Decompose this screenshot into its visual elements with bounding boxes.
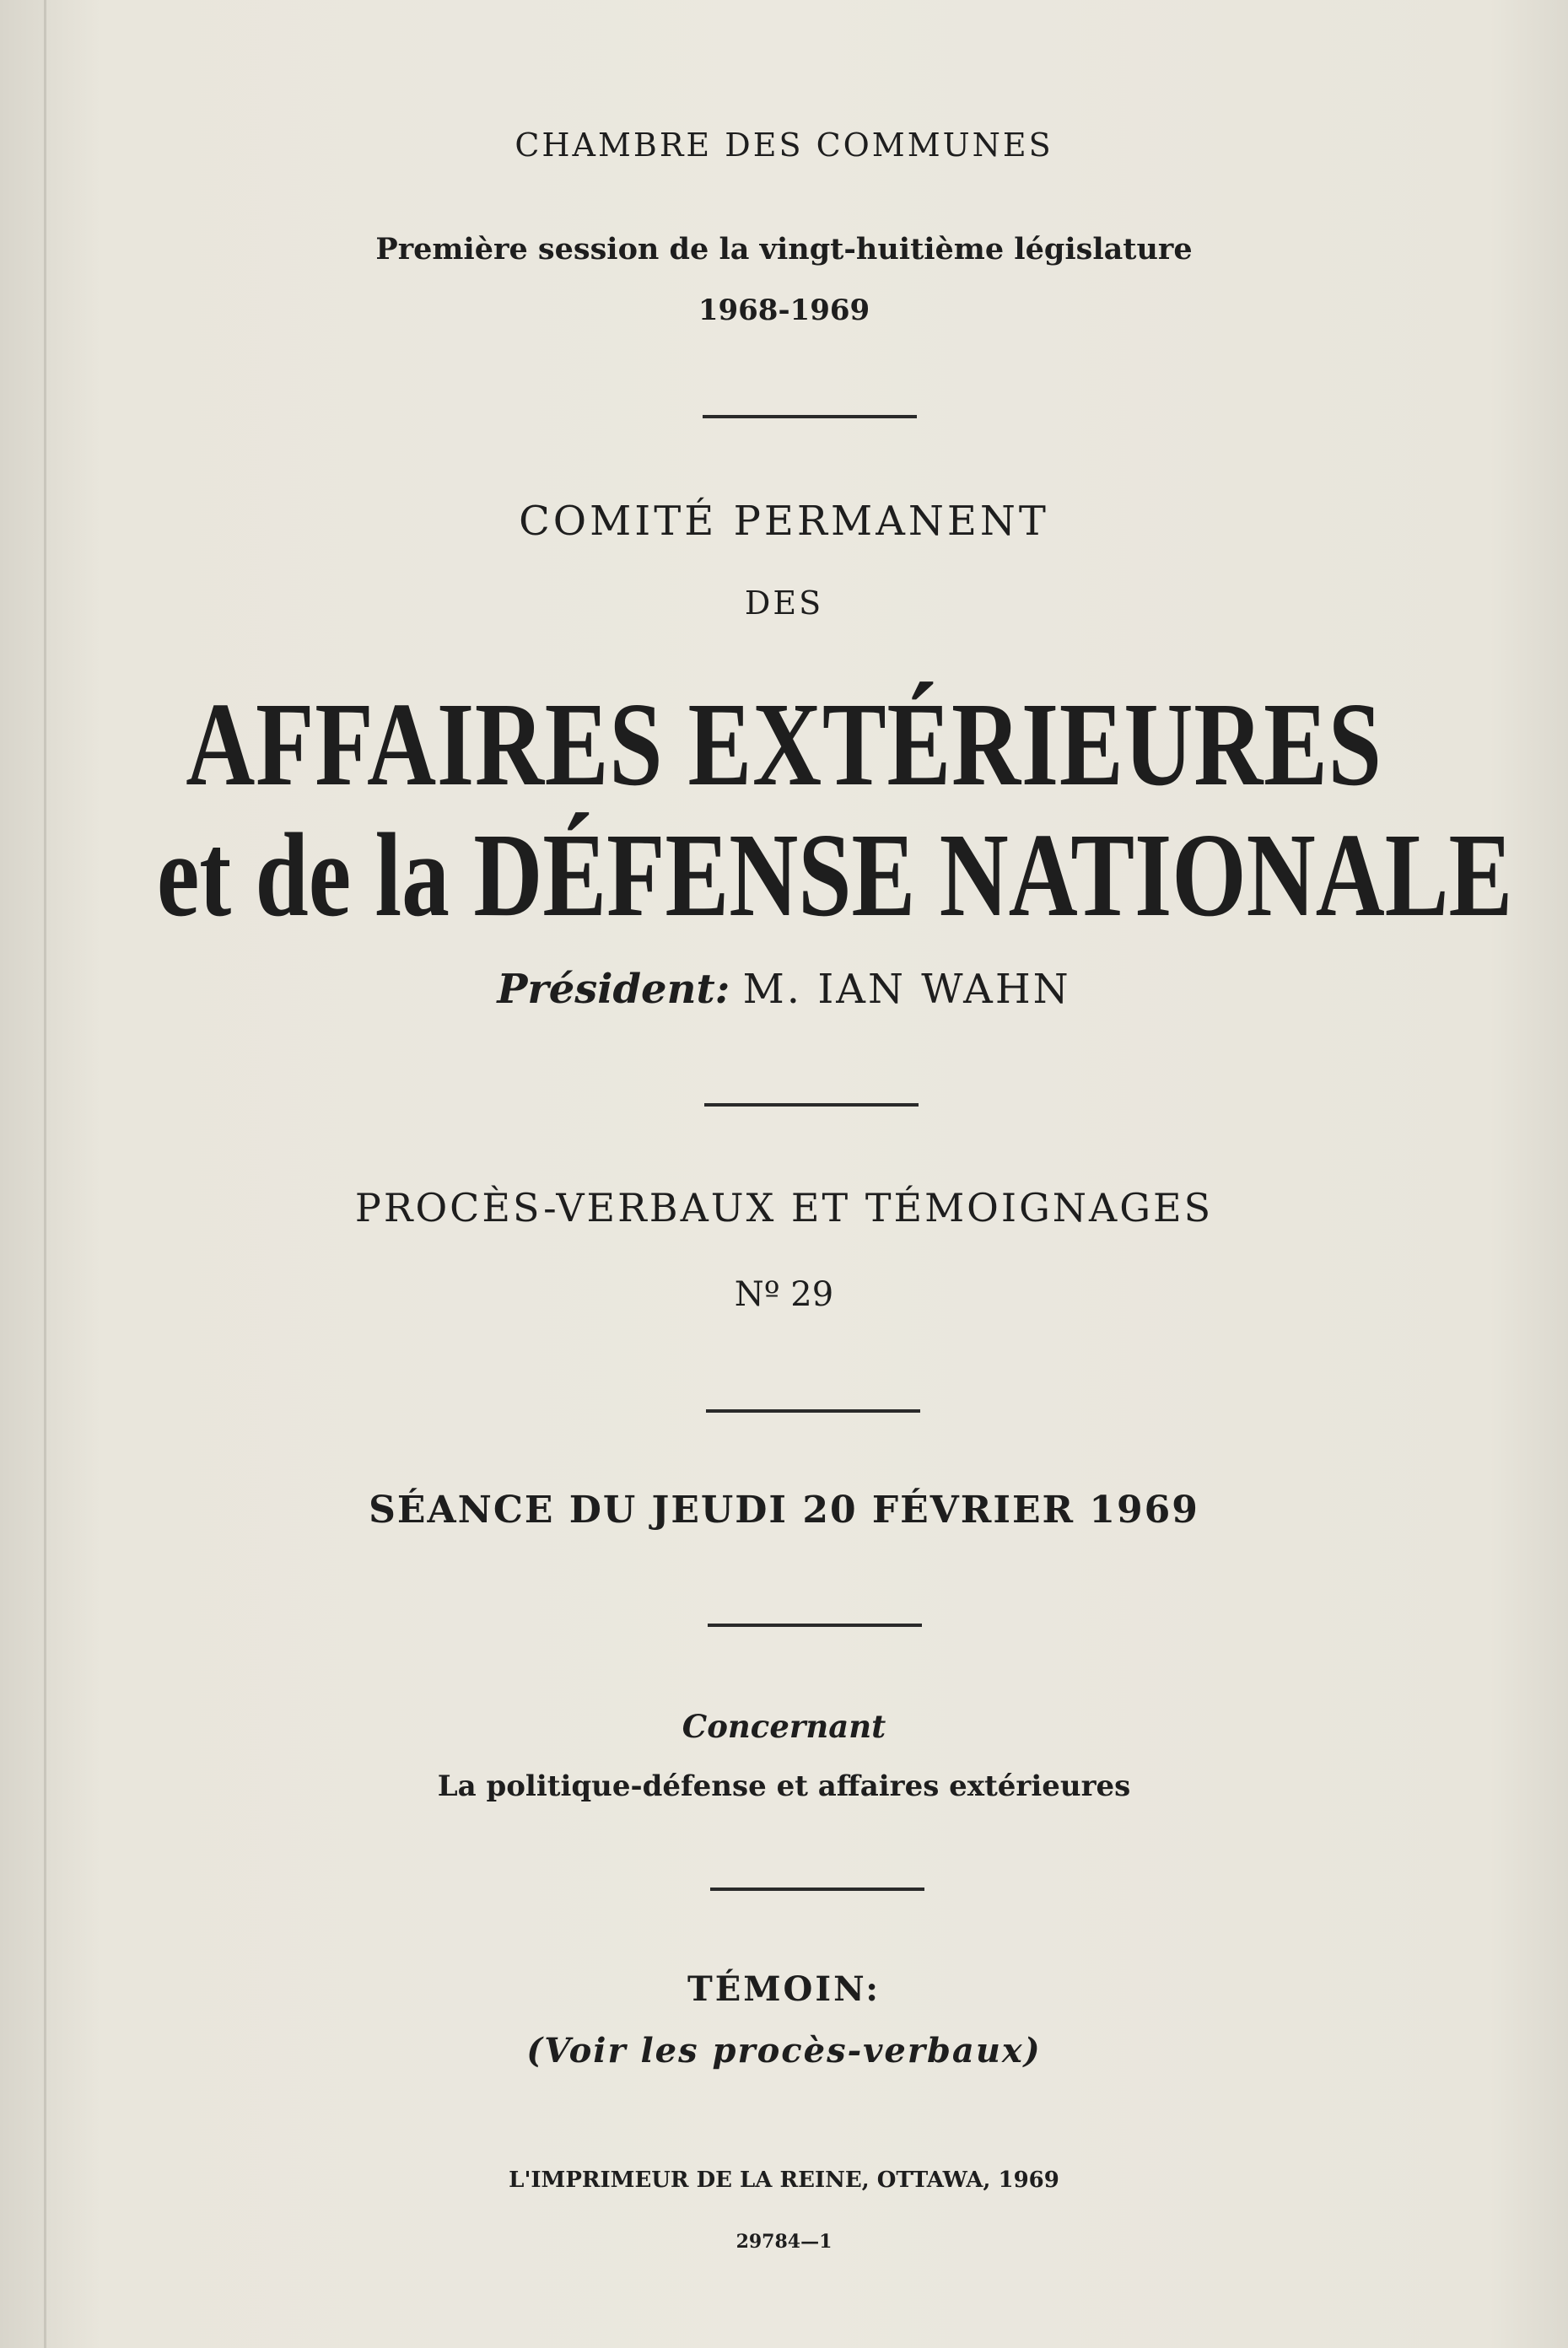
proceedings-title: PROCÈS-VERBAUX ET TÉMOIGNAGES xyxy=(354,1185,1214,1231)
president-name: M. IAN WAHN xyxy=(742,966,1071,1013)
session-line: Première session de la vingt-huitième législature xyxy=(375,232,1193,267)
divider-rule xyxy=(704,1103,919,1107)
divider-rule xyxy=(710,1888,924,1891)
issue-number: Nº 29 xyxy=(734,1275,834,1314)
committee-type: COMITÉ PERMANENT xyxy=(519,498,1049,545)
divider-rule xyxy=(703,415,917,418)
concerning-label: Concernant xyxy=(682,1708,886,1745)
witness-label: TÉMOIN: xyxy=(687,1969,881,2009)
session-years: 1968-1969 xyxy=(698,294,870,327)
concerning-subject: La politique-défense et affaires extérieures xyxy=(437,1769,1131,1803)
print-code: 29784—1 xyxy=(736,2231,832,2253)
witness-note: (Voir les procès-verbaux) xyxy=(526,2031,1042,2071)
sitting-date: SÉANCE DU JEUDI 20 FÉVRIER 1969 xyxy=(369,1489,1199,1532)
committee-title-main: AFFAIRES EXTÉRIEURES xyxy=(186,677,1382,810)
president-line xyxy=(0,966,1568,1013)
divider-rule xyxy=(708,1624,922,1627)
president-label: Président: xyxy=(497,966,730,1013)
printer-imprint: L'IMPRIMEUR DE LA REINE, OTTAWA, 1969 xyxy=(509,2168,1059,2193)
committee-connector: DES xyxy=(744,584,824,622)
committee-title-sub: et de la DÉFENSE NATIONALE xyxy=(156,808,1513,941)
house-name: CHAMBRE DES COMMUNES xyxy=(515,127,1053,164)
divider-rule xyxy=(706,1409,920,1413)
